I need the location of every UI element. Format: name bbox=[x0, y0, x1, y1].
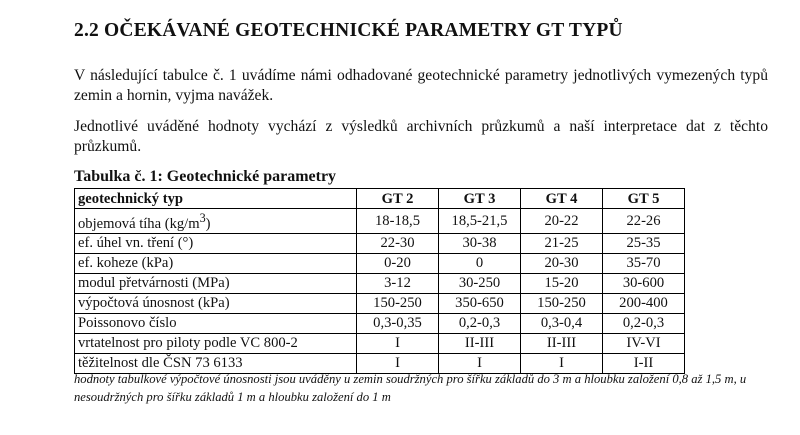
cell-value: 18-18,5 bbox=[357, 209, 439, 234]
row-label: Poissonovo číslo bbox=[75, 313, 357, 333]
cell-value: I bbox=[439, 353, 521, 373]
cell-value: I bbox=[357, 333, 439, 353]
header-gt2: GT 2 bbox=[357, 189, 439, 209]
table-row bbox=[75, 233, 685, 253]
paragraph-sources: Jednotlivé uváděné hodnoty vychází z výsledků archivních průzkumů a naší interpretace dat z těchto průzkumů. bbox=[74, 118, 768, 155]
cell-value: 350-650 bbox=[439, 293, 521, 313]
header-gt3: GT 3 bbox=[439, 189, 521, 209]
cell-value: 30-38 bbox=[439, 233, 521, 253]
unit-superscript: 3 bbox=[199, 211, 206, 225]
cell-value: 18,5-21,5 bbox=[439, 209, 521, 234]
cell-value: 20-22 bbox=[521, 209, 603, 234]
header-gt5: GT 5 bbox=[603, 189, 685, 209]
cell-value: 0 bbox=[439, 253, 521, 273]
cell-value: 3-12 bbox=[357, 273, 439, 293]
table-row bbox=[75, 313, 685, 333]
cell-value: I-II bbox=[603, 353, 685, 373]
cell-value: 0,2-0,3 bbox=[603, 313, 685, 333]
table-row bbox=[75, 273, 685, 293]
header-geotechnical-type: geotechnický typ bbox=[75, 189, 357, 209]
cell-value: 20-30 bbox=[521, 253, 603, 273]
cell-value: 22-26 bbox=[603, 209, 685, 234]
cell-value: 35-70 bbox=[603, 253, 685, 273]
table-caption: Tabulka č. 1: Geotechnické parametry bbox=[74, 168, 337, 185]
table-footnote: hodnoty tabulkové výpočtové únosnosti jsou uváděny u zemin soudržných pro šířku základů do 3 m a hloubku založení 0,8 až 1,5 m, u nesoudržných pro šířku základů 1 m a hloubku založení do 1 m bbox=[74, 372, 747, 404]
table-row bbox=[75, 253, 685, 273]
header-gt4: GT 4 bbox=[521, 189, 603, 209]
cell-value: 15-20 bbox=[521, 273, 603, 293]
cell-value: I bbox=[521, 353, 603, 373]
row-label: výpočtová únosnost (kPa) bbox=[75, 293, 357, 313]
cell-value: II-III bbox=[521, 333, 603, 353]
cell-value: I bbox=[357, 353, 439, 373]
cell-value: 30-600 bbox=[603, 273, 685, 293]
row-label bbox=[75, 209, 357, 234]
cell-value: 22-30 bbox=[357, 233, 439, 253]
row-label: ef. koheze (kPa) bbox=[75, 253, 357, 273]
cell-value: II-III bbox=[439, 333, 521, 353]
cell-value: 0,2-0,3 bbox=[439, 313, 521, 333]
row-label: vrtatelnost pro piloty podle VC 800-2 bbox=[75, 333, 357, 353]
cell-value: 30-250 bbox=[439, 273, 521, 293]
geotechnical-parameters-table bbox=[74, 188, 685, 374]
cell-value: 0-20 bbox=[357, 253, 439, 273]
cell-value: IV-VI bbox=[603, 333, 685, 353]
row-label: modul přetvárnosti (MPa) bbox=[75, 273, 357, 293]
table-row bbox=[75, 209, 685, 234]
cell-value: 200-400 bbox=[603, 293, 685, 313]
cell-value: 150-250 bbox=[357, 293, 439, 313]
table-row bbox=[75, 293, 685, 313]
cell-value: 0,3-0,4 bbox=[521, 313, 603, 333]
row-label-text: objemová tíha (kg/m bbox=[78, 215, 200, 232]
cell-value: 21-25 bbox=[521, 233, 603, 253]
table-row bbox=[75, 333, 685, 353]
table-header-row bbox=[75, 189, 685, 209]
cell-value: 0,3-0,35 bbox=[357, 313, 439, 333]
row-label: ef. úhel vn. tření (°) bbox=[75, 233, 357, 253]
section-title: 2.2 OČEKÁVANÉ GEOTECHNICKÉ PARAMETRY GT TYPŮ bbox=[74, 20, 623, 41]
paragraph-intro: V následující tabulce č. 1 uvádíme námi odhadované geotechnické parametry jednotlivých vymezených typů zemin a hornin, vyjma navážek. bbox=[74, 67, 768, 104]
cell-value: 150-250 bbox=[521, 293, 603, 313]
row-label-end: ) bbox=[205, 215, 211, 232]
row-label: těžitelnost dle ČSN 73 6133 bbox=[75, 353, 357, 373]
cell-value: 25-35 bbox=[603, 233, 685, 253]
